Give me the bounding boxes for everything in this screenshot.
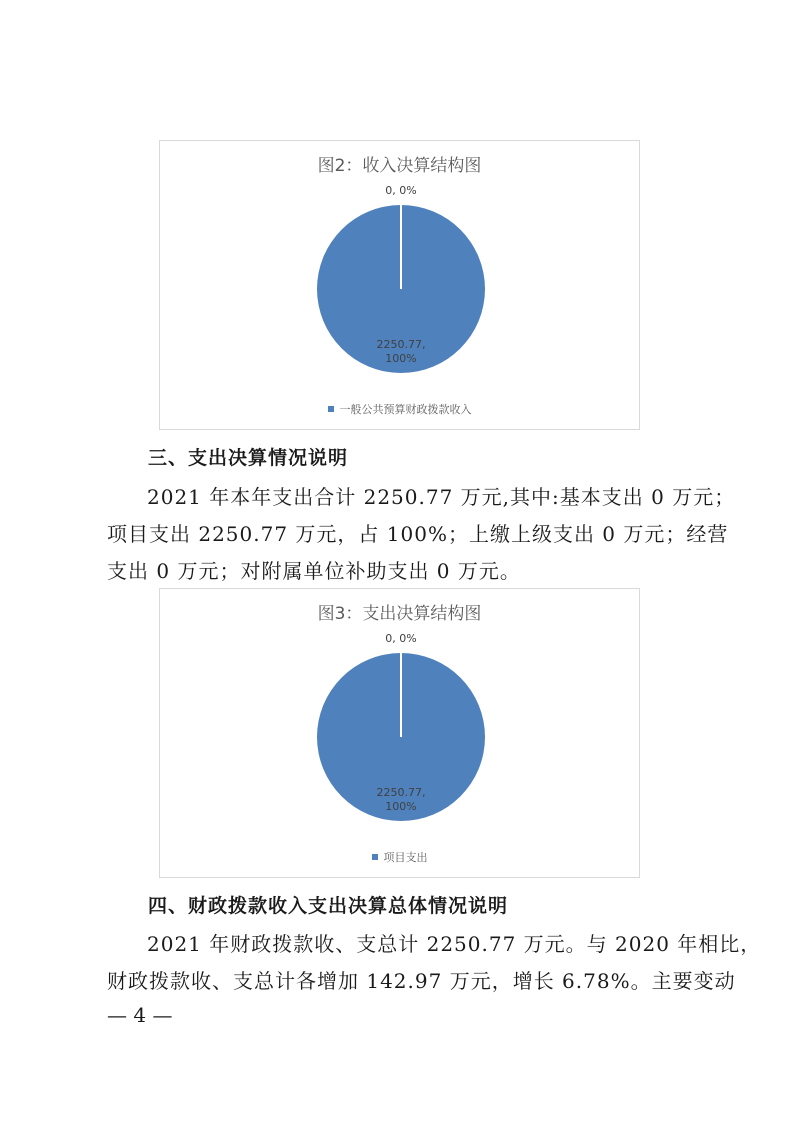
chart-legend — [160, 849, 639, 865]
chart-title: 图2：收入决算结构图 — [317, 156, 482, 176]
data-label-main-value: 2250.77, — [376, 786, 426, 799]
paragraph-line: 2021 年本年支出合计 2250.77 万元,其中:基本支出 0 万元； — [147, 485, 736, 509]
paragraph-line: 项目支出 2250.77 万元，占 100%；上缴上级支出 0 万元；经营 — [107, 522, 729, 546]
data-label-main-value: 2250.77, — [376, 338, 426, 351]
data-label-zero: 0, 0% — [385, 184, 417, 197]
legend-swatch — [328, 406, 334, 412]
section-heading: 三、支出决算情况说明 — [148, 447, 349, 469]
expenditure-structure-chart — [159, 588, 640, 878]
legend-swatch — [372, 854, 378, 860]
page-number: — 4 — — [107, 1003, 173, 1027]
pie-chart-svg — [160, 141, 641, 431]
paragraph-line: 财政拨款收、支总计各增加 142.97 万元，增长 6.78%。主要变动 — [107, 969, 736, 993]
data-label-zero: 0, 0% — [385, 632, 417, 645]
legend-label: 一般公共预算财政拨款收入 — [339, 403, 472, 416]
data-label-main-percent: 100% — [385, 800, 417, 813]
section-heading: 四、财政拨款收入支出决算总体情况说明 — [148, 895, 509, 917]
legend-label: 项目支出 — [383, 851, 428, 864]
paragraph-line: 支出 0 万元；对附属单位补助支出 0 万元。 — [107, 559, 521, 583]
pie-chart-svg — [160, 589, 641, 879]
income-structure-chart — [159, 140, 640, 430]
paragraph-line: 2021 年财政拨款收、支总计 2250.77 万元。与 2020 年相比， — [147, 932, 762, 956]
data-label-main-percent: 100% — [385, 352, 417, 365]
chart-legend — [160, 401, 639, 417]
chart-title: 图3：支出决算结构图 — [317, 604, 482, 624]
